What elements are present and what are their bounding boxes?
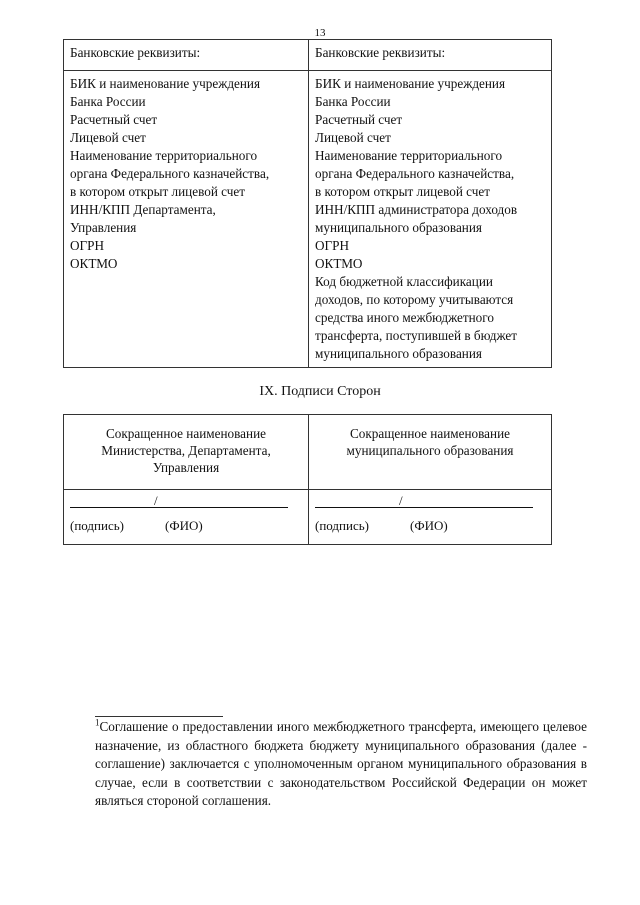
bank-line: Расчетный счет	[315, 112, 403, 127]
bank-line: Наименование территориального	[315, 148, 503, 163]
signature-captions	[315, 517, 545, 534]
signature-block-left	[64, 490, 309, 545]
bank-details-header-left: Банковские реквизиты:	[64, 40, 309, 71]
bank-line: Банка России	[315, 94, 391, 109]
signature-caption: (подпись)	[315, 518, 369, 533]
signature-separator: /	[399, 493, 403, 508]
footnote	[95, 718, 587, 811]
bank-line: доходов, по которому учитываются	[315, 292, 514, 307]
bank-line: ОГРН	[315, 238, 350, 253]
signature-underline	[70, 507, 288, 508]
bank-line: в котором открыт лицевой счет	[315, 184, 491, 199]
signature-caption: (подпись)	[70, 518, 124, 533]
bank-details-table	[63, 39, 552, 368]
bank-line: ОКТМО	[315, 256, 363, 271]
bank-line: органа Федерального казначейства,	[70, 166, 270, 181]
signature-line[interactable]	[315, 493, 545, 510]
bank-line: Управления	[70, 220, 137, 235]
bank-line: БИК и наименование учреждения	[315, 76, 506, 91]
bank-line: Код бюджетной классификации	[315, 274, 493, 289]
bank-line: Лицевой счет	[70, 130, 146, 145]
bank-line: органа Федерального казначейства,	[315, 166, 515, 181]
bank-line: муниципального образования	[315, 346, 482, 361]
bank-line: Расчетный счет	[70, 112, 158, 127]
bank-line: муниципального образования	[315, 220, 482, 235]
bank-line: средства иного межбюджетного	[315, 310, 494, 325]
party-name-right: Сокращенное наименование муниципального образования	[309, 415, 552, 490]
footnote-marker: 1	[95, 717, 100, 728]
bank-line: БИК и наименование учреждения	[70, 76, 261, 91]
footnote-text: Соглашение о предоставлении иного межбюджетного трансферта, имеющего целевое назначение, из областного бюджета бюджету муниципального образования (далее - соглашение) заключается с уполномоченным органом муниципального образования в случае, если в соответствии с законодательством Российской Федерации он может являться стороной соглашения.	[95, 719, 587, 808]
bank-line: ИНН/КПП Департамента,	[70, 202, 216, 217]
bank-line: ИНН/КПП администратора доходов	[315, 202, 518, 217]
bank-line: Лицевой счет	[315, 130, 391, 145]
signature-block-right	[309, 490, 552, 545]
bank-line: в котором открыт лицевой счет	[70, 184, 246, 199]
signature-line[interactable]	[70, 493, 302, 510]
signature-separator: /	[154, 493, 158, 508]
page-number: 13	[314, 27, 326, 39]
fio-caption: (ФИО)	[410, 518, 448, 533]
party-name-left: Сокращенное наименование Министерства, Департамента, Управления	[64, 415, 309, 490]
signature-underline	[315, 507, 533, 508]
bank-details-left	[64, 71, 309, 368]
signature-captions	[70, 517, 302, 534]
bank-details-header-right: Банковские реквизиты:	[309, 40, 552, 71]
bank-line: ОГРН	[70, 238, 105, 253]
section-title: IX. Подписи Сторон	[259, 384, 381, 399]
bank-line: ОКТМО	[70, 256, 118, 271]
bank-line: Наименование территориального	[70, 148, 258, 163]
bank-line: Банка России	[70, 94, 146, 109]
footnote-rule	[95, 716, 223, 717]
signatures-table	[63, 414, 552, 545]
bank-line: трансферта, поступившей в бюджет	[315, 328, 518, 343]
bank-details-right	[309, 71, 552, 368]
fio-caption: (ФИО)	[165, 518, 203, 533]
